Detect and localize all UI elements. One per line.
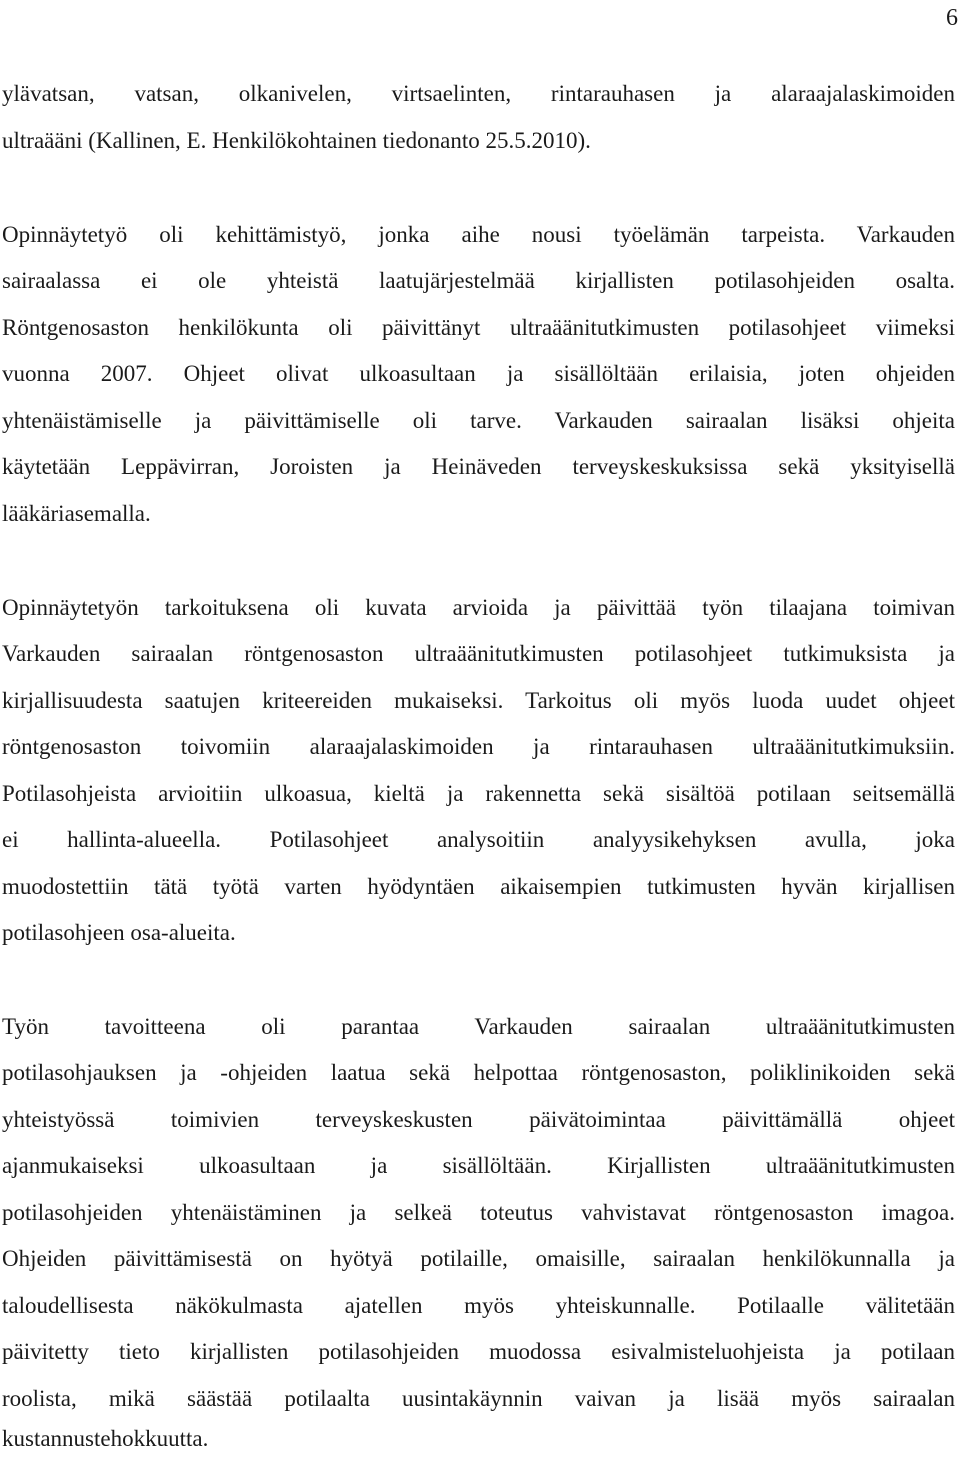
text-line: roolista, mikä säästää potilaalta uusintakäynnin vaivan ja lisää myös sairaalan xyxy=(2,1386,955,1411)
text-line: ei hallinta-alueella. Potilasohjeet analysoitiin analyysikehyksen avulla, joka xyxy=(2,827,955,852)
text-line: taloudellisesta näkökulmasta ajatellen myös yhteiskunnalle. Potilaalle välitetään xyxy=(2,1293,955,1318)
text-line: käytetään Leppävirran, Joroisten ja Heinäveden terveyskeskuksissa sekä yksityisellä xyxy=(2,454,955,479)
text-line: kustannustehokkuutta. xyxy=(2,1426,209,1451)
text-line: Opinnäytetyön tarkoituksena oli kuvata arvioida ja päivittää työn tilaajana toimivan xyxy=(2,595,955,620)
text-line: Työn tavoitteena oli parantaa Varkauden sairaalan ultraäänitutkimusten xyxy=(2,1014,955,1039)
text-line: Varkauden sairaalan röntgenosaston ultraäänitutkimusten potilasohjeet tutkimuksista ja xyxy=(2,641,955,666)
text-line: potilasohjeiden yhtenäistäminen ja selkeä toteutus vahvistavat röntgenosaston imagoa. xyxy=(2,1200,955,1225)
page-number: 6 xyxy=(946,5,958,31)
text-line: muodostettiin tätä työtä varten hyödyntäen aikaisempien tutkimusten hyvän kirjallisen xyxy=(2,874,955,899)
text-line: vuonna 2007. Ohjeet olivat ulkoasultaan ja sisällöltään erilaisia, joten ohjeiden xyxy=(2,361,955,386)
text-line: lääkäriasemalla. xyxy=(2,501,151,526)
text-line: potilasohjeen osa-alueita. xyxy=(2,920,236,945)
text-line: Opinnäytetyö oli kehittämistyö, jonka aihe nousi työelämän tarpeista. Varkauden xyxy=(2,222,955,247)
text-line: potilasohjauksen ja -ohjeiden laatua sekä helpottaa röntgenosaston, poliklinikoiden sekä xyxy=(2,1060,955,1085)
text-line: Potilasohjeista arvioitiin ulkoasua, kieltä ja rakennetta sekä sisältöä potilaan seitsemällä xyxy=(2,781,955,806)
text-line: kirjallisuudesta saatujen kriteereiden mukaiseksi. Tarkoitus oli myös luoda uudet ohjeet xyxy=(2,688,955,713)
text-line: ajanmukaiseksi ulkoasultaan ja sisällöltään. Kirjallisten ultraäänitutkimusten xyxy=(2,1153,955,1178)
text-line: Röntgenosaston henkilökunta oli päivittänyt ultraäänitutkimusten potilasohjeet viimeksi xyxy=(2,315,955,340)
text-line: sairaalassa ei ole yhteistä laatujärjestelmää kirjallisten potilasohjeiden osalta. xyxy=(2,268,955,293)
text-line: röntgenosaston toivomiin alaraajalaskimoiden ja rintarauhasen ultraäänitutkimuksiin. xyxy=(2,734,955,759)
text-line: päivitetty tieto kirjallisten potilasohjeiden muodossa esivalmisteluohjeista ja potilaan xyxy=(2,1339,955,1364)
text-line: ylävatsan, vatsan, olkanivelen, virtsaelinten, rintarauhasen ja alaraajalaskimoiden xyxy=(2,81,955,106)
text-line: yhteistyössä toimivien terveyskeskusten päivätoimintaa päivittämällä ohjeet xyxy=(2,1107,955,1132)
text-line: Ohjeiden päivittämisestä on hyötyä potilaille, omaisille, sairaalan henkilökunnalla ja xyxy=(2,1246,955,1271)
text-line: ultraääni (Kallinen, E. Henkilökohtainen tiedonanto 25.5.2010). xyxy=(2,128,591,153)
text-line: yhtenäistämiselle ja päivittämiselle oli tarve. Varkauden sairaalan lisäksi ohjeita xyxy=(2,408,955,433)
